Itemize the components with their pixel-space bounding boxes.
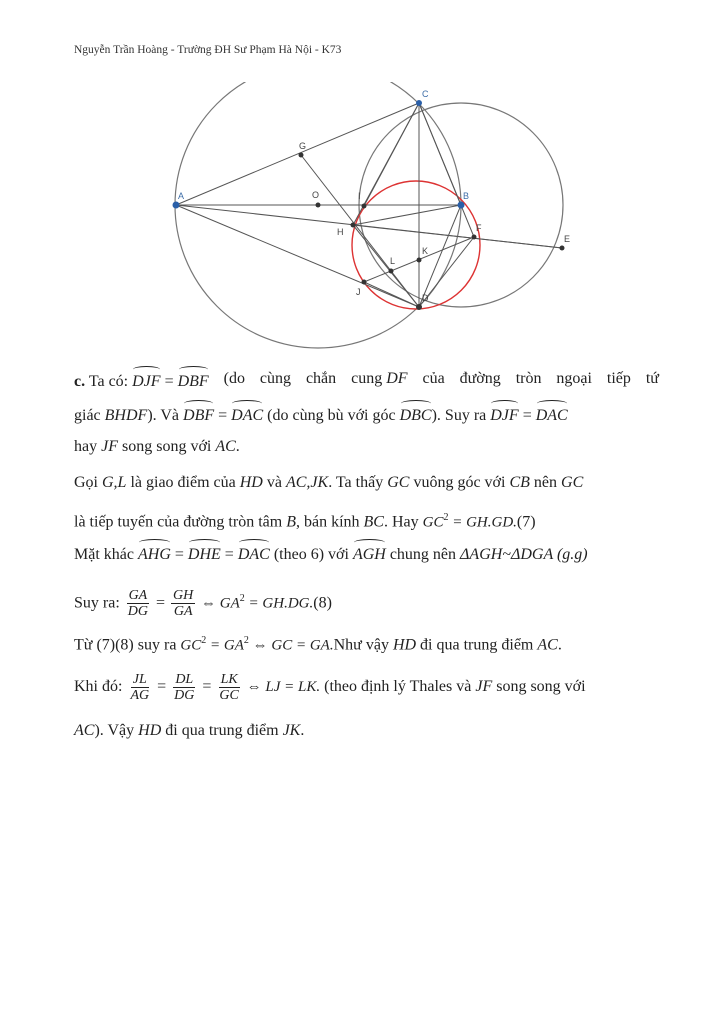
line-ad: [176, 205, 419, 307]
angle-dhe: DHE: [188, 539, 221, 568]
label-d: D: [422, 293, 429, 303]
label-a: A: [178, 191, 185, 201]
label-h: H: [337, 227, 344, 237]
geometry-figure: [160, 82, 600, 352]
fraction-jl-ag: $\frac{JL}{AG}$: [130, 671, 150, 703]
angle-dac-2: DAC: [536, 400, 568, 429]
angle-djf-2: DJF: [490, 400, 518, 429]
point-c: [416, 100, 422, 106]
point-o: [316, 203, 321, 208]
text-line-5: là tiếp tuyến của đường tròn tâm B, bán kính BC. Hay $GC^2 = GH.GD.(7)$: [74, 512, 536, 531]
text-line-6: Mặt khác AHG = DHE = DAC (theo 6) với AGH chung nên ΔAGH~ΔDGA (g.g): [74, 539, 659, 565]
point-i: [362, 204, 367, 209]
text-line-9: Khi đó: $\frac{JL}{AG}$ = $\frac{DL}{DG}$ = $\frac{LK}{GC}$ ⇔ LJ = LK. (theo định lý Thales và JF song song với: [74, 671, 586, 703]
label-k: K: [422, 246, 429, 256]
text-line-4: Gọi G,L là giao điểm của HD và AC,JK. Ta thấy GC vuông góc với CB nên GC: [74, 474, 584, 491]
point-g: [299, 153, 304, 158]
angle-dbf: DBF: [178, 366, 209, 395]
fraction-lk-gc: $\frac{LK}{GC}$: [219, 671, 239, 703]
point-b: [458, 202, 465, 209]
line-jd: [364, 282, 419, 307]
label-i: I: [358, 191, 361, 201]
line-he: [353, 225, 562, 248]
angle-ahg: AHG: [138, 539, 171, 568]
label-e: E: [564, 234, 571, 244]
angle-agh: AGH: [353, 539, 386, 568]
point-h: [351, 223, 356, 228]
text-line-2: giác BHDF). Và DBF = DAC (do cùng bù với góc DBC). Suy ra DJF = DAC: [74, 400, 659, 426]
angle-dac: DAC: [231, 400, 263, 429]
fraction-dl-dg: $\frac{DL}{DG}$: [174, 671, 195, 703]
line-bd: [419, 205, 461, 307]
label-c: C: [422, 89, 429, 99]
label-f: F: [476, 223, 482, 233]
angle-dbc: DBC: [400, 400, 432, 429]
label-l: L: [390, 256, 396, 266]
point-e: [560, 246, 565, 251]
point-d: [416, 304, 422, 310]
line-hd: [353, 225, 419, 307]
line-hb: [353, 205, 461, 225]
text-line-3: hay JF song song với AC.: [74, 438, 240, 455]
point-f: [472, 235, 477, 240]
line-cf: [419, 103, 474, 237]
label-j: J: [356, 287, 361, 297]
label-o: O: [312, 190, 320, 200]
point-l: [389, 269, 394, 274]
label-b: B: [463, 191, 470, 201]
point-k: [417, 258, 422, 263]
fraction-gh-ga: $\frac{GH}{GA}$: [173, 588, 194, 620]
angle-dbf-2: DBF: [183, 400, 214, 429]
text-line-1: c. Ta có: DJF = DBF (do cùng chắn cung DF của đường tròn ngoại tiếp tứ: [74, 366, 659, 392]
point-a: [173, 202, 180, 209]
angle-dac-3: DAC: [238, 539, 270, 568]
text-line-7: Suy ra: $\frac{GA}{DG}$ = $\frac{GH}{GA}$ ⇔ $GA^2 = GH.DG.(8)$: [74, 588, 332, 620]
point-j: [362, 280, 367, 285]
label-g: G: [299, 141, 307, 151]
angle-djf: DJF: [132, 366, 160, 395]
text-line-8: Từ (7)(8) suy ra $GC^2 = GA^2$ ⇔ GC = GA.Như vậy HD đi qua trung điểm AC.: [74, 635, 562, 654]
page-header: Nguyễn Trần Hoàng - Trường ĐH Sư Phạm Hà Nội - K73: [74, 44, 342, 56]
text-line-10: AC). Vậy HD đi qua trung điểm JK.: [74, 722, 305, 739]
geometry-diagram: [160, 82, 600, 352]
fraction-ga-dg: $\frac{GA}{DG}$: [127, 588, 149, 620]
line-gd: [301, 155, 419, 307]
